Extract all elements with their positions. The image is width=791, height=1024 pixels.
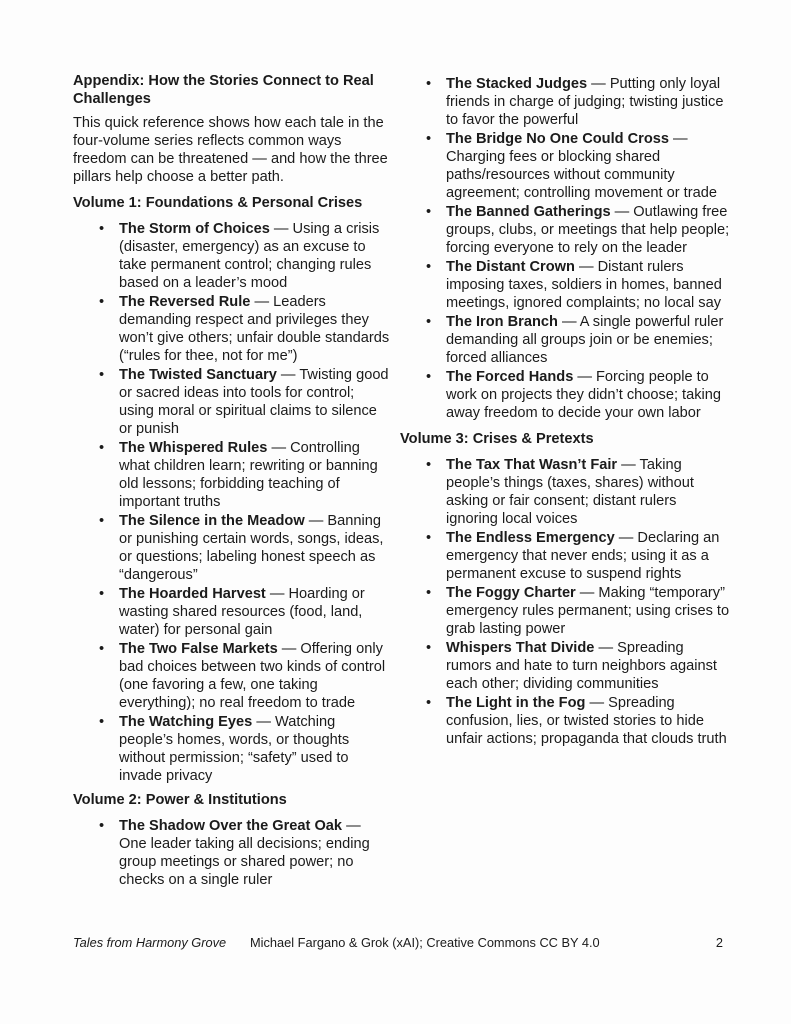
bullet-icon: •	[99, 818, 105, 834]
story-title: The Light in the Fog	[446, 695, 586, 711]
story-description: — Watching people’s homes, words, or thoughts without permission; “safety” used to invade privacy	[119, 714, 350, 784]
story-description: — Twisting good or sacred ideas into tools for control; using moral or spiritual claims to silence or punish	[119, 367, 389, 437]
list-item	[73, 439, 391, 511]
list-item	[400, 75, 730, 129]
bullet-icon: •	[426, 457, 432, 473]
bullet-icon: •	[426, 314, 432, 330]
story-description: — Making “temporary” emergency rules permanent; using crises to grab lasting power	[446, 585, 730, 637]
story-title: The Distant Crown	[446, 259, 575, 275]
list-item	[400, 258, 730, 312]
story-description: — Leaders demanding respect and privileges they won’t give others; unfair double standards (“rules for thee, not for me”)	[119, 294, 390, 364]
list-item	[400, 694, 730, 748]
story-description: — Using a crisis (disaster, emergency) as an excuse to take permanent control; changing rules based on a leader’s mood	[119, 221, 380, 291]
credit-line: Michael Fargano & Grok (xAI); Creative Commons CC BY 4.0	[250, 935, 600, 950]
list-item	[400, 313, 730, 367]
volume-3-heading: Volume 3: Crises & Pretexts	[400, 431, 594, 447]
bullet-icon: •	[99, 221, 105, 237]
bullet-icon: •	[426, 530, 432, 546]
list-item	[73, 220, 391, 292]
story-title: The Watching Eyes	[119, 714, 253, 730]
list-item	[400, 203, 730, 257]
story-description: — Outlawing free groups, clubs, or meetings that help people; forcing everyone to rely on the leader	[446, 204, 730, 256]
bullet-icon: •	[426, 131, 432, 147]
list-item	[400, 456, 730, 528]
page-number: 2	[715, 935, 723, 950]
story-title: The Tax That Wasn’t Fair	[446, 457, 618, 473]
story-description: — Declaring an emergency that never ends; using it as a permanent excuse to suspend rights	[446, 530, 720, 582]
volume-2-heading: Volume 2: Power & Institutions	[73, 792, 287, 808]
appendix-intro: This quick reference shows how each tale in the four-volume series reflects common ways freedom can be threatened — and how the three pillars help choose a better path.	[73, 115, 388, 185]
series-title: Tales from Harmony Grove	[73, 935, 227, 950]
story-title: The Storm of Choices	[119, 221, 270, 237]
volume-1-list	[73, 220, 391, 785]
volume-2-list-left	[73, 817, 391, 889]
list-item	[73, 817, 391, 889]
story-title: The Iron Branch	[446, 314, 558, 330]
left-column	[73, 72, 391, 895]
story-description: — Offering only bad choices between two kinds of control (one favoring a few, one taking everything); no real freedom to trade	[119, 641, 386, 711]
bullet-icon: •	[426, 76, 432, 92]
story-title: The Foggy Charter	[446, 585, 576, 601]
bullet-icon: •	[426, 695, 432, 711]
story-description: — One leader taking all decisions; ending group meetings or shared power; no checks on a single ruler	[119, 818, 370, 888]
bullet-icon: •	[99, 641, 105, 657]
list-item	[73, 512, 391, 584]
volume-3-list	[400, 456, 730, 748]
list-item	[400, 584, 730, 638]
story-title: The Banned Gatherings	[446, 204, 611, 220]
bullet-icon: •	[99, 294, 105, 310]
bullet-icon: •	[426, 585, 432, 601]
story-description: — Controlling what children learn; rewriting or banning old lessons; forbidding teaching of important truths	[119, 440, 378, 510]
story-title: Whispers That Divide	[446, 640, 595, 656]
bullet-icon: •	[99, 714, 105, 730]
list-item	[400, 368, 730, 422]
volume-1-section	[73, 194, 391, 785]
story-description: — Spreading rumors and hate to turn neighbors against each other; dividing communities	[446, 640, 717, 692]
story-title: The Stacked Judges	[446, 76, 588, 92]
story-title: The Reversed Rule	[119, 294, 251, 310]
story-title: The Two False Markets	[119, 641, 278, 657]
list-item	[400, 130, 730, 202]
bullet-icon: •	[99, 513, 105, 529]
list-item	[400, 639, 730, 693]
list-item	[73, 293, 391, 365]
story-title: The Hoarded Harvest	[119, 586, 266, 602]
story-description: — Charging fees or blocking shared paths/resources without community agreement; controlling movement or trade	[446, 131, 717, 201]
bullet-icon: •	[99, 586, 105, 602]
bullet-icon: •	[426, 204, 432, 220]
volume-2-list-right	[400, 75, 730, 422]
story-title: The Silence in the Meadow	[119, 513, 305, 529]
volume-3-section	[400, 430, 730, 748]
volume-2-section	[73, 791, 391, 889]
bullet-icon: •	[99, 440, 105, 456]
story-description: — Taking people’s things (taxes, shares) without asking or fair consent; distant rulers ignoring local voices	[446, 457, 694, 527]
right-column	[400, 75, 730, 756]
bullet-icon: •	[426, 259, 432, 275]
list-item	[73, 640, 391, 712]
story-description: — Putting only loyal friends in charge of judging; twisting justice to favor the powerful	[446, 76, 724, 128]
list-item	[73, 585, 391, 639]
list-item	[400, 529, 730, 583]
volume-2-continued	[400, 75, 730, 422]
story-description: — Spreading confusion, lies, or twisted stories to hide unfair actions; propaganda that clouds truth	[446, 695, 727, 747]
story-title: The Whispered Rules	[119, 440, 268, 456]
story-description: — Forcing people to work on projects they didn’t choose; taking away freedom to decide your own labor	[446, 369, 722, 421]
bullet-icon: •	[99, 367, 105, 383]
story-title: The Endless Emergency	[446, 530, 615, 546]
story-title: The Forced Hands	[446, 369, 574, 385]
bullet-icon: •	[426, 640, 432, 656]
story-description: — A single powerful ruler demanding all groups join or be enemies; forced alliances	[446, 314, 724, 366]
story-description: — Hoarding or wasting shared resources (food, land, water) for personal gain	[119, 586, 365, 638]
story-title: The Twisted Sanctuary	[119, 367, 277, 383]
story-title: The Shadow Over the Great Oak	[119, 818, 343, 834]
appendix-title: Appendix: How the Stories Connect to Real Challenges	[73, 73, 374, 107]
list-item	[73, 713, 391, 785]
volume-1-heading: Volume 1: Foundations & Personal Crises	[73, 195, 363, 211]
story-description: — Banning or punishing certain words, songs, ideas, or questions; labeling honest speech as “dangerous”	[119, 513, 384, 583]
bullet-icon: •	[426, 369, 432, 385]
story-description: — Distant rulers imposing taxes, soldiers in homes, banned meetings, ignored complaints; no local say	[446, 259, 722, 311]
story-title: The Bridge No One Could Cross	[446, 131, 669, 147]
list-item	[73, 366, 391, 438]
